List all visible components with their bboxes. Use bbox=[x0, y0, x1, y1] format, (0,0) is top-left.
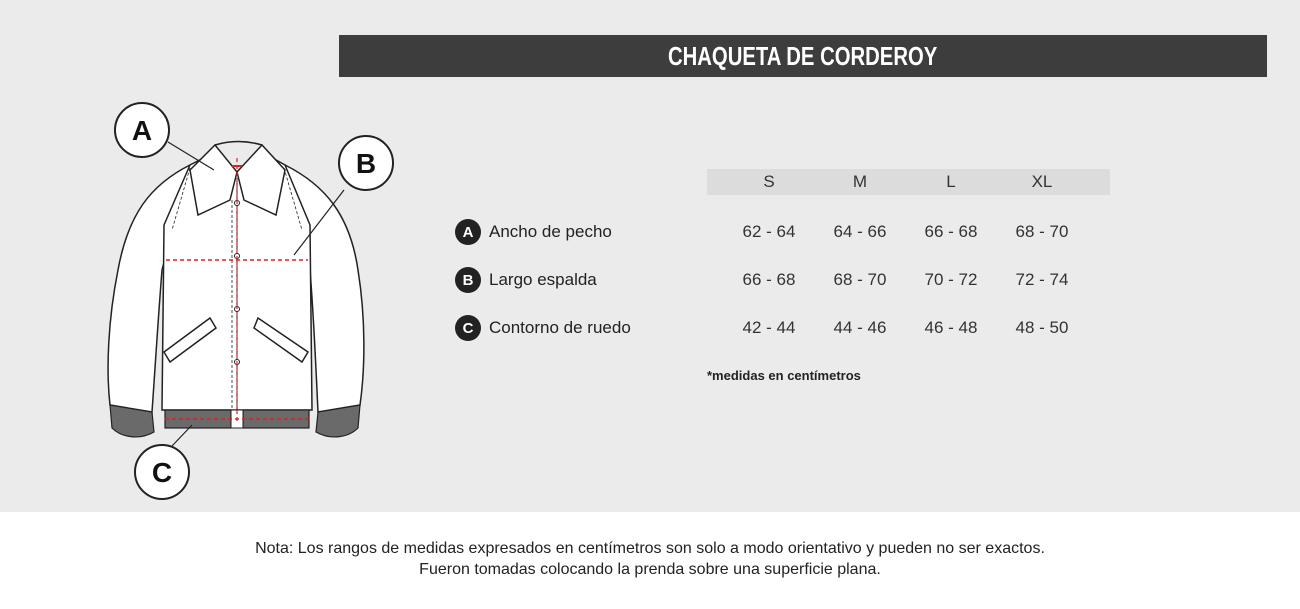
footer-note bbox=[0, 538, 1300, 580]
size-col-xl: XL bbox=[1031, 172, 1053, 191]
cell-back-l: 70 - 72 bbox=[924, 270, 978, 289]
cell-chest-xl: 68 - 70 bbox=[1015, 222, 1069, 241]
cell-back-m: 68 - 70 bbox=[833, 270, 887, 289]
size-col-l: L bbox=[946, 172, 956, 191]
footer-line-2: Fueron tomadas colocando la prenda sobre una superficie plana. bbox=[419, 561, 881, 578]
measure-name: Contorno de ruedo bbox=[489, 318, 631, 337]
size-col-s: S bbox=[763, 172, 775, 191]
measure-name: Ancho de pecho bbox=[489, 222, 612, 241]
row-label-hem bbox=[455, 315, 631, 341]
footer-line-1: Nota: Los rangos de medidas expresados en centímetros son solo a modo orientativo y pueden no ser exactos. bbox=[255, 540, 1045, 557]
cell-chest-m: 64 - 66 bbox=[833, 222, 887, 241]
badge-c: C bbox=[455, 315, 481, 341]
page-title: CHAQUETA DE CORDEROY bbox=[668, 40, 938, 71]
cell-hem-xl: 48 - 50 bbox=[1015, 318, 1069, 337]
cell-back-s: 66 - 68 bbox=[742, 270, 796, 289]
badge-b: B bbox=[455, 267, 481, 293]
cell-hem-m: 44 - 46 bbox=[833, 318, 887, 337]
cell-chest-l: 66 - 68 bbox=[924, 222, 978, 241]
collar-back bbox=[215, 142, 262, 146]
svg-text:B: B bbox=[355, 148, 377, 179]
row-label-back-length bbox=[455, 267, 597, 293]
size-col-m: M bbox=[852, 172, 868, 191]
title-bar bbox=[339, 35, 1267, 77]
row-label-chest bbox=[455, 219, 612, 245]
cell-chest-s: 62 - 64 bbox=[742, 222, 796, 241]
svg-text:A: A bbox=[131, 115, 153, 146]
cell-back-xl: 72 - 74 bbox=[1015, 270, 1069, 289]
unit-note: *medidas en centímetros bbox=[707, 368, 861, 383]
cell-hem-s: 42 - 44 bbox=[742, 318, 796, 337]
badge-a: A bbox=[455, 219, 481, 245]
cell-hem-l: 46 - 48 bbox=[924, 318, 978, 337]
jacket-diagram bbox=[100, 95, 410, 505]
svg-text:C: C bbox=[151, 457, 173, 488]
measure-name: Largo espalda bbox=[489, 270, 597, 289]
